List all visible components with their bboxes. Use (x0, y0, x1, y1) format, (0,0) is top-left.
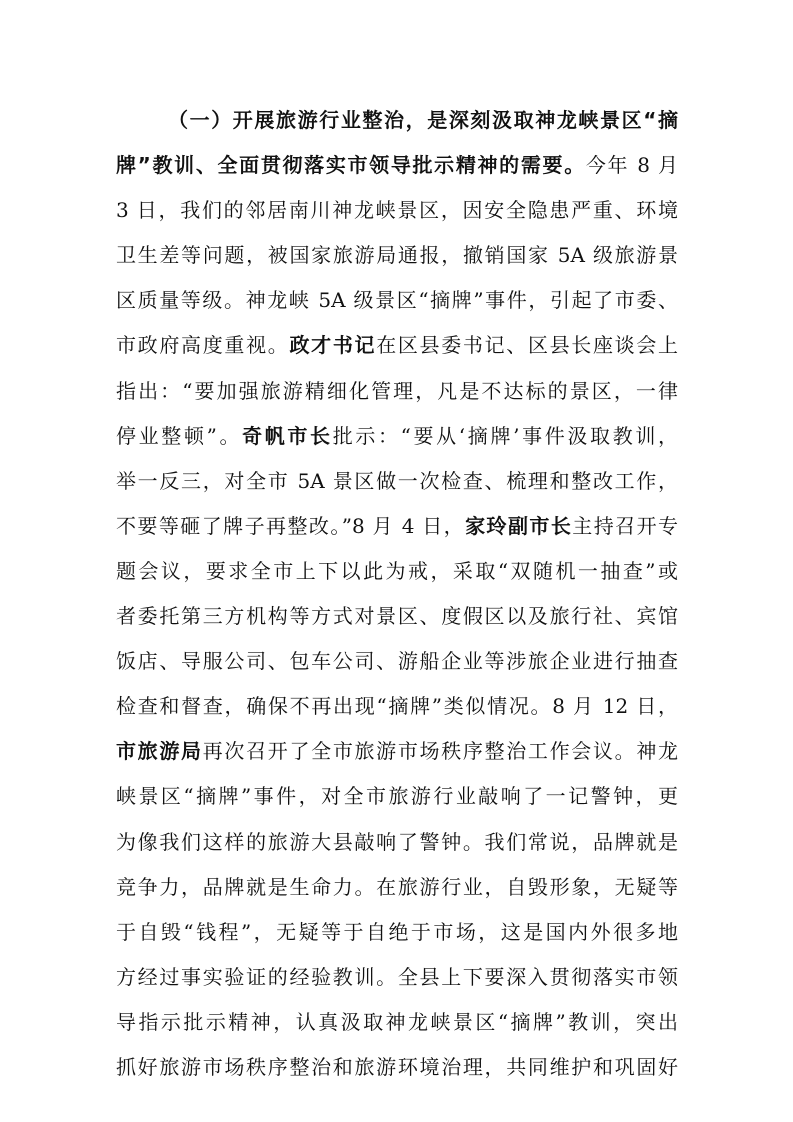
body-text: 抓好旅游市场秩序整治和旅游环境治理，共同维护和巩固好 (116, 1054, 678, 1079)
body-text: 停业整顿”。 (116, 423, 243, 448)
body-text: 检查和督查，确保不再出现“摘牌”类似情况。8 月 12 日， (116, 694, 678, 719)
text-line (116, 955, 678, 1000)
text-line (116, 1045, 678, 1090)
text-line (116, 98, 678, 143)
body-text: 于自毁“钱程”，无疑等于自绝于市场，这是国内外很多地 (116, 919, 678, 944)
body-text: 再次召开了全市旅游市场秩序整治工作会议。神龙 (202, 739, 679, 764)
text-line (116, 504, 678, 549)
body-text: 为像我们这样的旅游大县敲响了警钟。我们常说，品牌就是 (116, 829, 678, 854)
body-text: 指出：“要加强旅游精细化管理，凡是不达标的景区，一律 (116, 378, 678, 403)
bold-text: 奇帆市长 (242, 423, 333, 448)
text-line (116, 1000, 678, 1045)
text-line (116, 323, 678, 368)
bold-text: 政才书记 (289, 333, 377, 358)
body-text: 在区县委书记、区县长座谈会上 (376, 333, 679, 358)
text-line (116, 910, 678, 955)
text-line (116, 594, 678, 639)
body-text: 峡景区“摘牌”事件，对全市旅游行业敲响了一记警钟，更 (116, 784, 678, 809)
text-line (116, 369, 678, 414)
text-line (116, 143, 678, 188)
body-text: 不要等砸了牌子再整改。”8 月 4 日， (116, 513, 466, 538)
body-text: 题会议，要求全市上下以此为戒，采取“双随机一抽查”或 (116, 558, 678, 583)
body-text: 批示：“要从‘摘牌’事件汲取教训， (332, 423, 678, 448)
text-line (116, 459, 678, 504)
body-text: 者委托第三方机构等方式对景区、度假区以及旅行社、宾馆 (116, 604, 678, 629)
bold-text: 牌”教训、全面贯彻落实市领导批示精神的需要。 (116, 153, 586, 178)
text-line (116, 639, 678, 684)
text-line (116, 233, 678, 278)
body-text: 市政府高度重视。 (116, 333, 290, 358)
body-text: 卫生差等问题，被国家旅游局通报，撤销国家 5A 级旅游景 (116, 243, 678, 268)
body-text: 举一反三，对全市 5A 景区做一次检查、梳理和整改工作， (116, 468, 678, 493)
text-line (116, 729, 678, 774)
bold-text: 市旅游局 (116, 739, 203, 764)
text-line (116, 549, 678, 594)
body-text: 导指示批示精神，认真汲取神龙峡景区“摘牌”教训，突出 (116, 1009, 678, 1034)
bold-text: 家玲副市长 (465, 513, 573, 538)
text-line (116, 414, 678, 459)
text-line (116, 188, 678, 233)
text-line (116, 278, 678, 323)
body-text: 区质量等级。神龙峡 5A 级景区“摘牌”事件，引起了市委、 (116, 288, 678, 313)
body-text: 3 日，我们的邻居南川神龙峡景区，因安全隐患严重、环境 (116, 198, 678, 223)
body-text: 主持召开专 (572, 513, 679, 538)
bold-text: （一）开展旅游行业整治，是深刻汲取神龙峡景区“摘 (168, 108, 678, 132)
text-line (116, 774, 678, 819)
body-text: 今年 8 月 (585, 153, 678, 178)
text-line (116, 820, 678, 865)
body-text: 方经过事实验证的经验教训。全县上下要深入贯彻落实市领 (116, 964, 678, 989)
text-line (116, 865, 678, 910)
body-text: 饭店、导服公司、包车公司、游船企业等涉旅企业进行抽查 (116, 649, 678, 674)
document-body (116, 98, 678, 1090)
body-text: 竞争力，品牌就是生命力。在旅游行业，自毁形象，无疑等 (116, 874, 678, 899)
text-line (116, 684, 678, 729)
